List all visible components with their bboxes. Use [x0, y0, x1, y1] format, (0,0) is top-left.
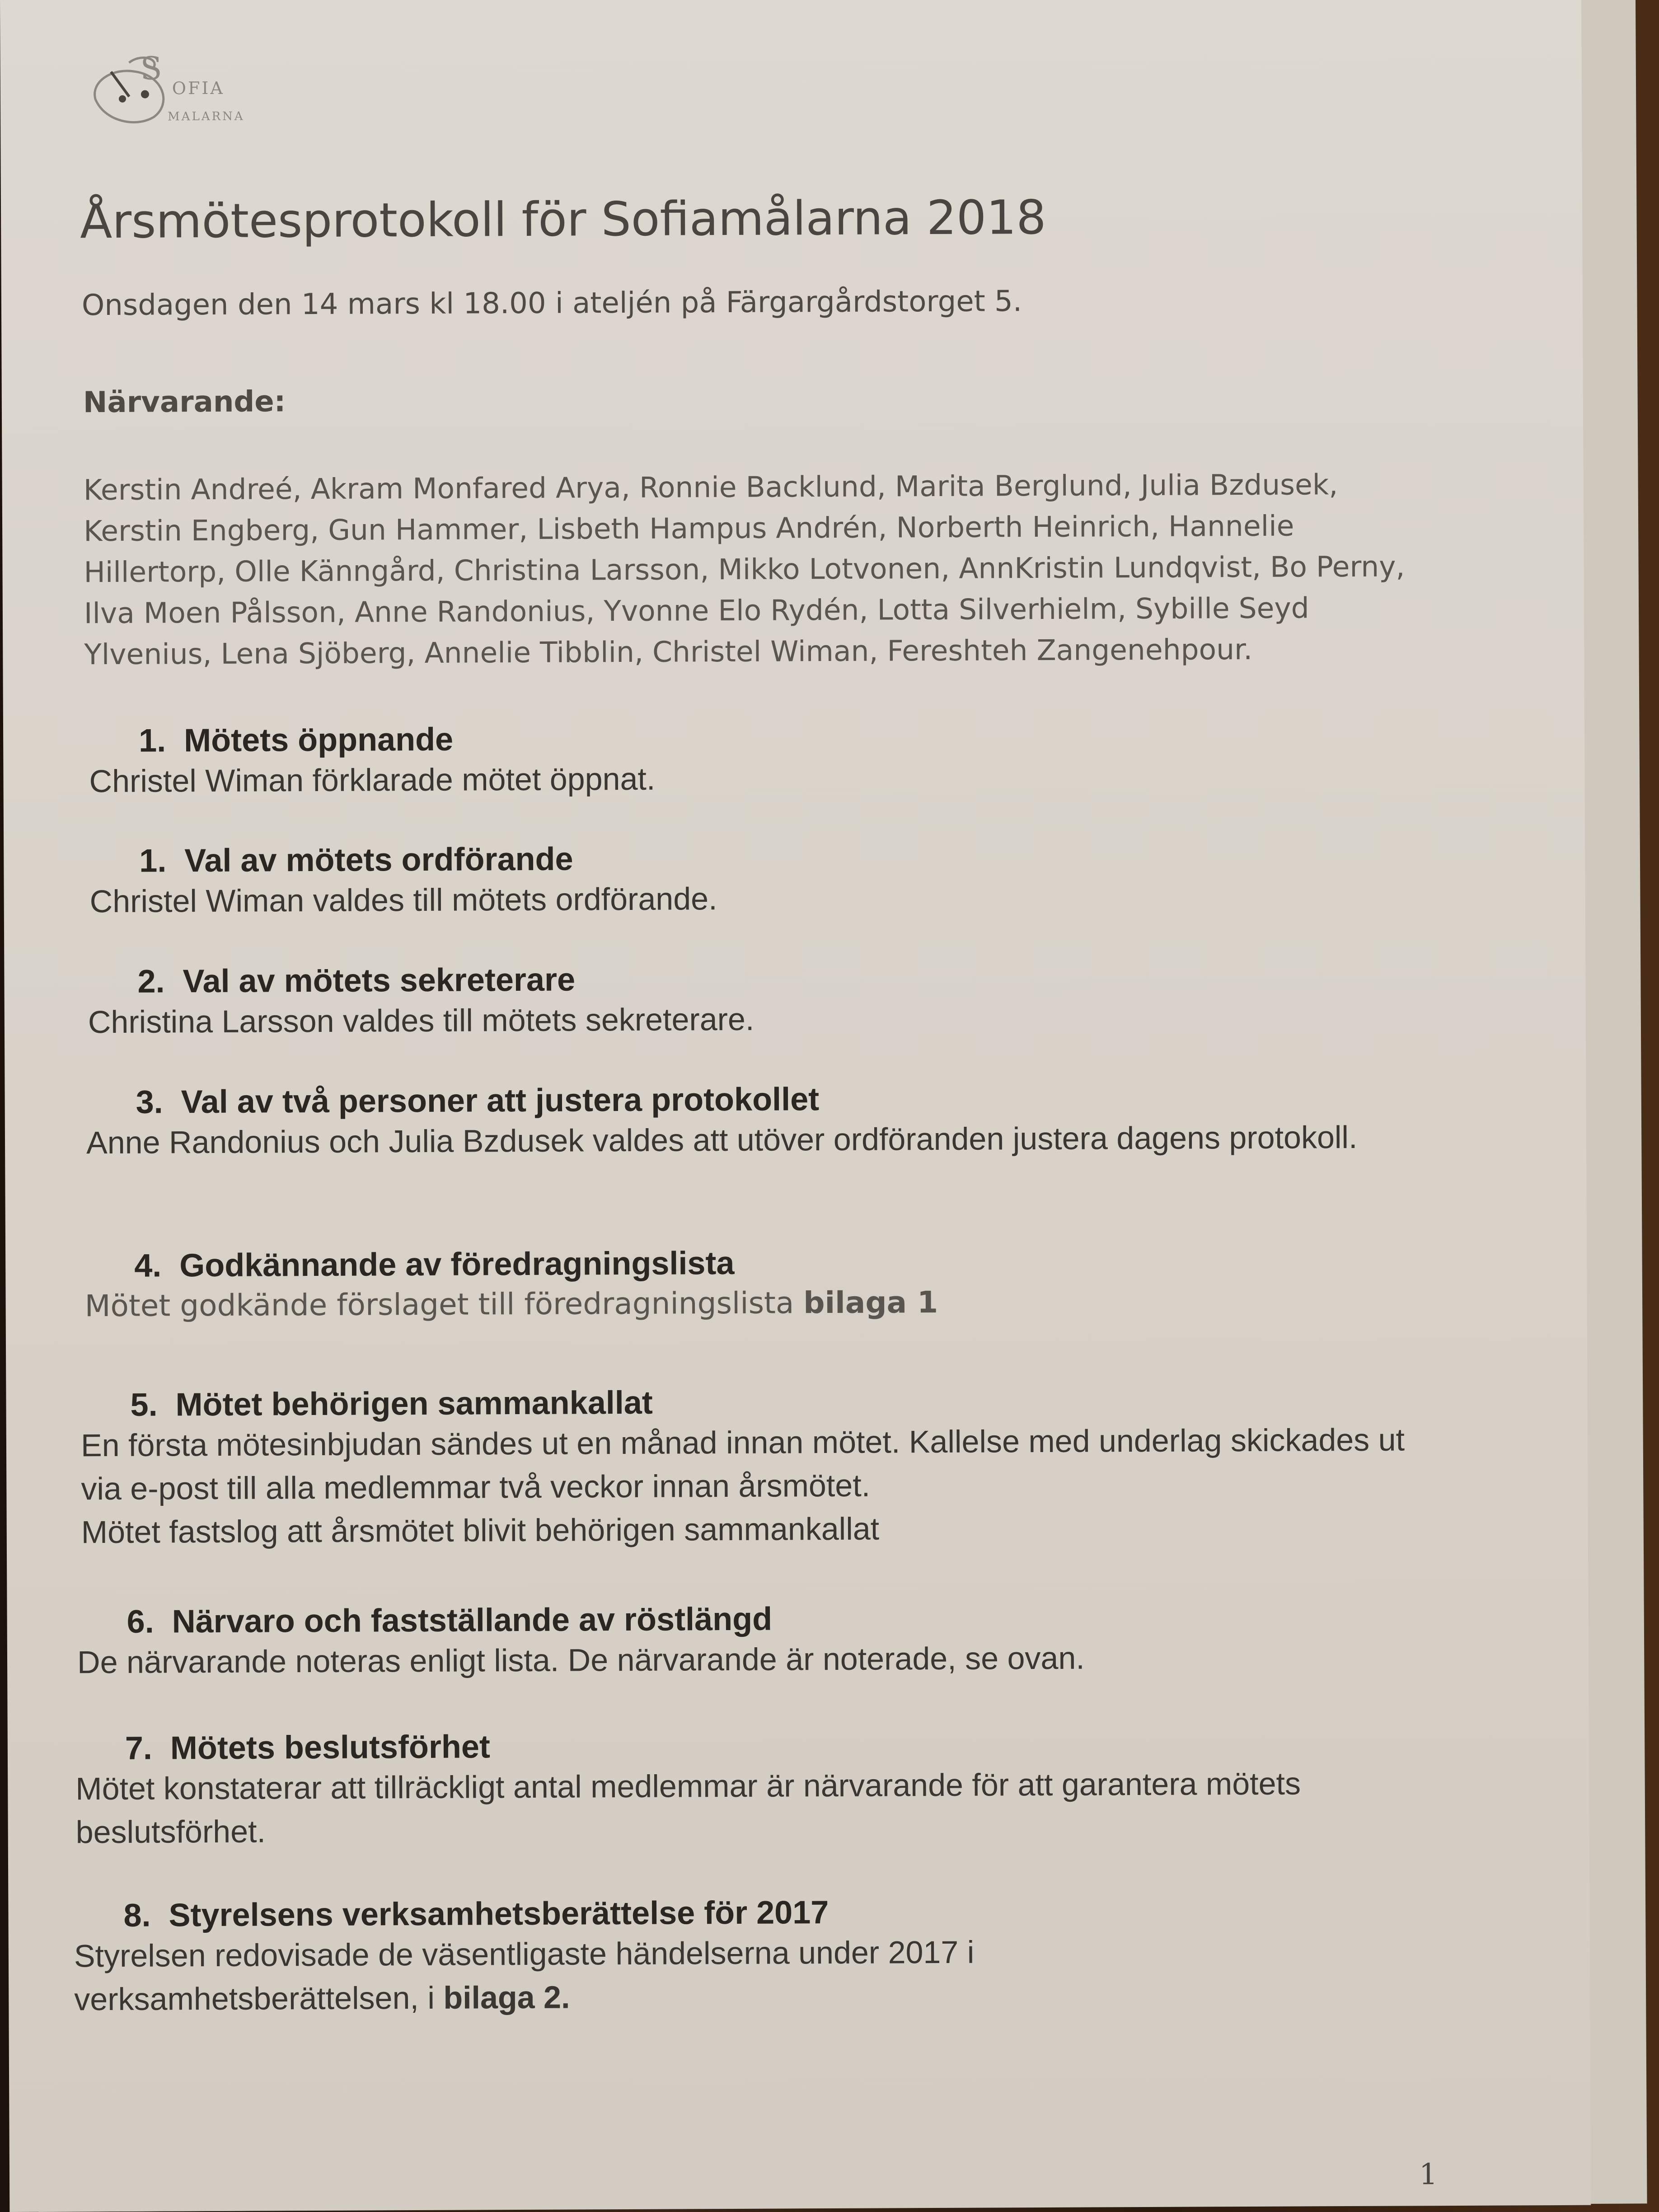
meeting-date-location: Onsdagen den 14 mars kl 18.00 i ateljén på Färgargårdstorget 5.	[81, 285, 1022, 323]
section-heading: Mötet behörigen sammankallat	[175, 1384, 653, 1423]
section-number: 4.	[134, 1247, 162, 1284]
section-number: 1.	[138, 722, 166, 759]
section-foredragningslista	[84, 1241, 1576, 1328]
section-heading: Mötets öppnande	[183, 721, 454, 759]
section-val-sekreterare	[88, 957, 1579, 1044]
section-body: Mötet godkände förslaget till föredragningslista	[84, 1285, 794, 1324]
section-heading: Mötets beslutsförhet	[170, 1729, 491, 1767]
section-motets-oppnande	[89, 716, 1580, 803]
section-verksamhetsberattelse	[74, 1893, 1158, 2021]
section-number: 2.	[137, 963, 165, 1000]
section-val-ordforande	[89, 836, 1581, 923]
section-heading: Val av mötets sekreterare	[183, 961, 576, 1000]
sofia-malarna-logo	[86, 48, 276, 140]
section-heading: Val av mötets ordförande	[184, 841, 573, 879]
attendee-list: Kerstin Andreé, Akram Monfared Arya, Ronnie Backlund, Marita Berglund, Julia Bzdusek, Kerstin Engberg, Gun Hammer, Lisbeth Hampus Andrén, Norberth Heinrich, Hannelie Hillertorp, Olle Känngård, Christina Larsson, Mikko Lotvonen, AnnKristin Lundqvist, Bo Perny, Ilva Moen Pålsson, Anne Randonius, Yvonne Elo Rydén, Lotta Silverhielm, Sybille Seyd Ylvenius, Lena Sjöberg, Annelie Tibblin, Christel Wiman, Fereshteh Zangenehpour.	[83, 468, 1405, 671]
attendance-label: Närvarande:	[83, 385, 286, 420]
section-body: Christina Larsson valdes till mötets sekreterare.	[88, 1001, 755, 1040]
logo-initial: S	[140, 50, 164, 87]
page-title: Årsmötesprotokoll för Sofiamålarna 2018	[80, 189, 1046, 249]
section-heading: Styrelsens verksamhetsberättelse för 2017	[169, 1894, 829, 1934]
section-narvaro	[77, 1597, 1568, 1684]
section-number: 1.	[139, 843, 167, 879]
section-number: 8.	[123, 1897, 151, 1934]
section-body: Christel Wiman valdes till mötets ordförande.	[89, 881, 717, 919]
section-number: 5.	[130, 1387, 158, 1423]
section-body: De närvarande noteras enligt lista. De närvarande är noterade, se ovan.	[77, 1640, 1085, 1680]
section-body: En första mötesinbjudan sändes ut en månad innan mötet. Kallelse med underlag skickades ut via e-post till alla medlemmar två veckor innan årsmötet.	[80, 1422, 1405, 1507]
section-heading: Närvaro och fastställande av röstlängd	[172, 1601, 773, 1640]
attachment-ref: bilaga 1	[803, 1284, 938, 1321]
attachment-ref: bilaga 2.	[443, 1979, 570, 2015]
logo-line-2: MALARNA	[168, 109, 245, 124]
section-heading: Godkännande av föredragningslista	[179, 1245, 735, 1284]
section-beslutsforhet	[75, 1724, 1409, 1854]
section-body: Mötet konstaterar att tillräckligt antal medlemmar är närvarande för att garantera mötets beslutsförhet.	[75, 1766, 1301, 1850]
section-body: Anne Randonius och Julia Bzdusek valdes att utöver ordföranden justera dagens protokoll.	[86, 1119, 1358, 1161]
page-number: 1	[1419, 2158, 1438, 2192]
section-body-2: Mötet fastslog att årsmötet blivit behörigen sammankallat	[81, 1511, 880, 1550]
logo-line-1: OFIA	[172, 78, 225, 98]
section-sammankallat	[80, 1381, 1414, 1554]
section-justera-protokoll	[86, 1078, 1397, 1165]
section-body: Styrelsen redovisade de väsentligaste händelserna under 2017 i verksamhetsberättelsen, i	[74, 1934, 975, 2017]
section-number: 6.	[127, 1603, 154, 1640]
section-heading: Val av två personer att justera protokollet	[181, 1081, 820, 1120]
section-number: 3.	[136, 1084, 163, 1120]
section-body: Christel Wiman förklarade mötet öppnat.	[89, 761, 656, 799]
section-number: 7.	[125, 1730, 153, 1767]
